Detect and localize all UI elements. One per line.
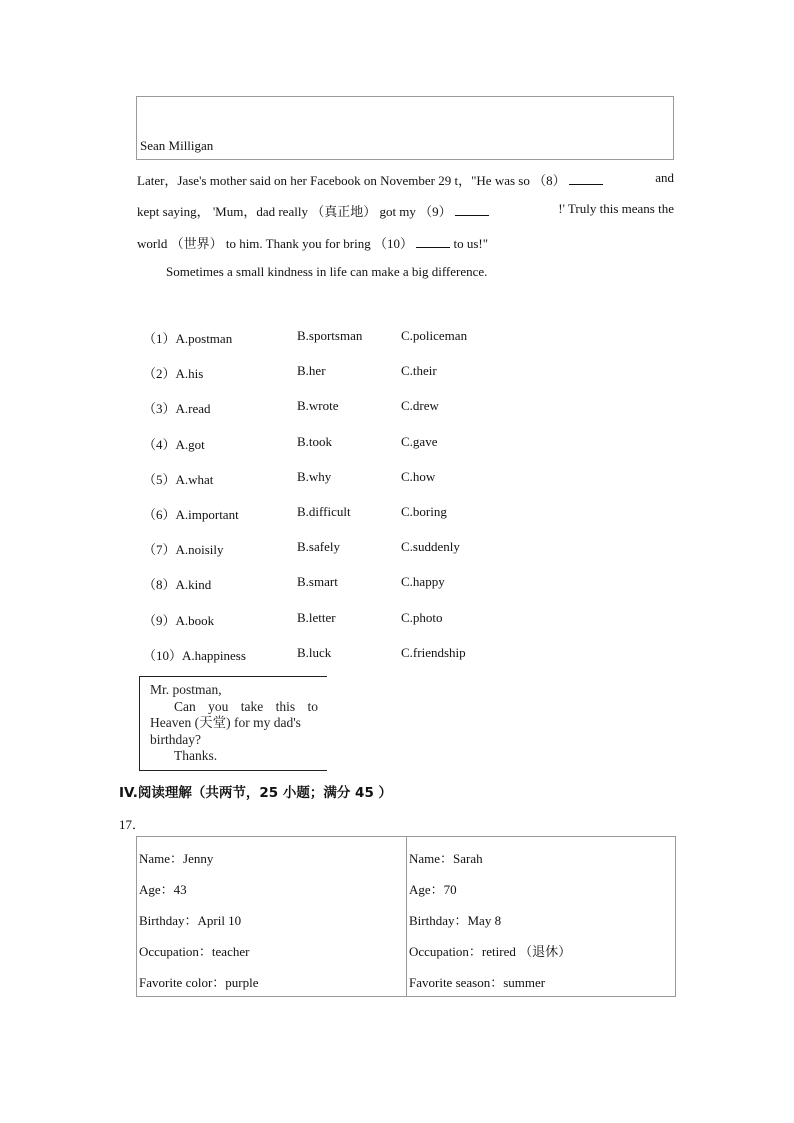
option-c: C.happy xyxy=(401,574,445,590)
option-b: B.sportsman xyxy=(297,328,363,343)
passage-line-1-a: Later，Jase's mother said on her Facebook on November 29 t，"He was so （8） xyxy=(137,173,566,188)
passage-line-2-a: kept saying， 'Mum，dad really （真正地） got my （9） xyxy=(137,204,452,219)
option-c: C.drew xyxy=(401,398,439,414)
option-c: C.photo xyxy=(401,609,443,625)
option-c: C.their xyxy=(401,363,437,379)
right-name: Name：Sarah xyxy=(409,851,483,866)
note-line-2 xyxy=(150,699,318,716)
option-b: B.her xyxy=(297,363,326,379)
question-number: 17． xyxy=(119,817,146,832)
option-b: B.letter xyxy=(297,609,336,625)
blank-8 xyxy=(569,172,603,185)
passage-line-1-text xyxy=(137,170,603,189)
left-occupation: Occupation：teacher xyxy=(139,944,250,959)
passage-line-3-end: to us!" xyxy=(453,236,489,251)
blank-9 xyxy=(455,203,489,216)
option-b: B.luck xyxy=(297,644,332,660)
passage-line-3 xyxy=(137,233,674,252)
table-row xyxy=(137,837,676,997)
right-occupation: Occupation：retired （退休） xyxy=(409,944,572,959)
info-table xyxy=(136,836,676,997)
option-a: （3）A.read xyxy=(143,401,211,417)
note-image xyxy=(139,676,327,771)
passage-line-1-end: and xyxy=(655,170,674,185)
passage-line-3-a: world （世界） to him. Thank you for bring （10） xyxy=(137,236,413,251)
option-c: C.gave xyxy=(401,433,438,449)
section-heading: IV.阅读理解（共两节，25 小题；满分 45 ） xyxy=(119,785,393,801)
left-name: Name：Jenny xyxy=(139,851,214,866)
letter-signature: Sean Milligan xyxy=(140,138,214,153)
right-favorite: Favorite season：summer xyxy=(409,975,546,990)
note-word: take xyxy=(240,698,264,714)
right-age: Age：70 xyxy=(409,882,457,897)
note-line-3: Heaven (天堂) for my dad's xyxy=(150,715,301,730)
passage-line-2-end: !' Truly this means the xyxy=(558,201,674,216)
option-c: C.friendship xyxy=(401,644,466,660)
option-a: （7）A.noisily xyxy=(143,542,224,558)
option-a: （9）A.book xyxy=(143,612,215,628)
left-age: Age：43 xyxy=(139,882,187,897)
option-a: （5）A.what xyxy=(143,471,214,487)
left-favorite: Favorite color：purple xyxy=(139,975,259,990)
option-a: （2）A.his xyxy=(143,366,204,382)
option-a: （10）A.happiness xyxy=(143,647,246,663)
letter-box xyxy=(136,96,674,160)
option-b: B.safely xyxy=(297,539,340,555)
blank-10 xyxy=(416,235,450,248)
option-b: B.smart xyxy=(297,574,338,590)
option-b: B.wrote xyxy=(297,398,339,414)
option-a: （8）A.kind xyxy=(143,577,212,593)
passage-line-2-text xyxy=(137,201,489,220)
note-word: this xyxy=(275,698,296,714)
note-line-1: Mr. postman, xyxy=(150,682,222,697)
note-line-4: birthday? xyxy=(150,731,201,747)
option-a: （1）A.postman xyxy=(143,331,233,346)
option-b: B.difficult xyxy=(297,503,351,519)
option-c: C.how xyxy=(401,468,436,484)
note-word: you xyxy=(208,698,229,714)
option-a: （6）A.important xyxy=(143,506,239,522)
right-birthday: Birthday：May 8 xyxy=(409,913,502,928)
option-c: C.boring xyxy=(401,503,447,519)
passage-line-2 xyxy=(137,201,674,220)
table-cell-left xyxy=(137,837,407,997)
table-cell-right xyxy=(407,837,676,997)
note-line-5: Thanks. xyxy=(174,748,218,763)
option-a: （4）A.got xyxy=(143,436,205,452)
option-b: B.why xyxy=(297,468,332,484)
passage-line-1 xyxy=(137,170,674,189)
note-word: to xyxy=(307,698,318,714)
option-c: C.policeman xyxy=(401,328,468,343)
passage-closing: Sometimes a small kindness in life can make a big difference. xyxy=(166,264,488,279)
left-birthday: Birthday：April 10 xyxy=(139,913,242,928)
option-b: B.took xyxy=(297,433,333,449)
option-c: C.suddenly xyxy=(401,539,460,555)
note-word: Can xyxy=(174,698,196,714)
